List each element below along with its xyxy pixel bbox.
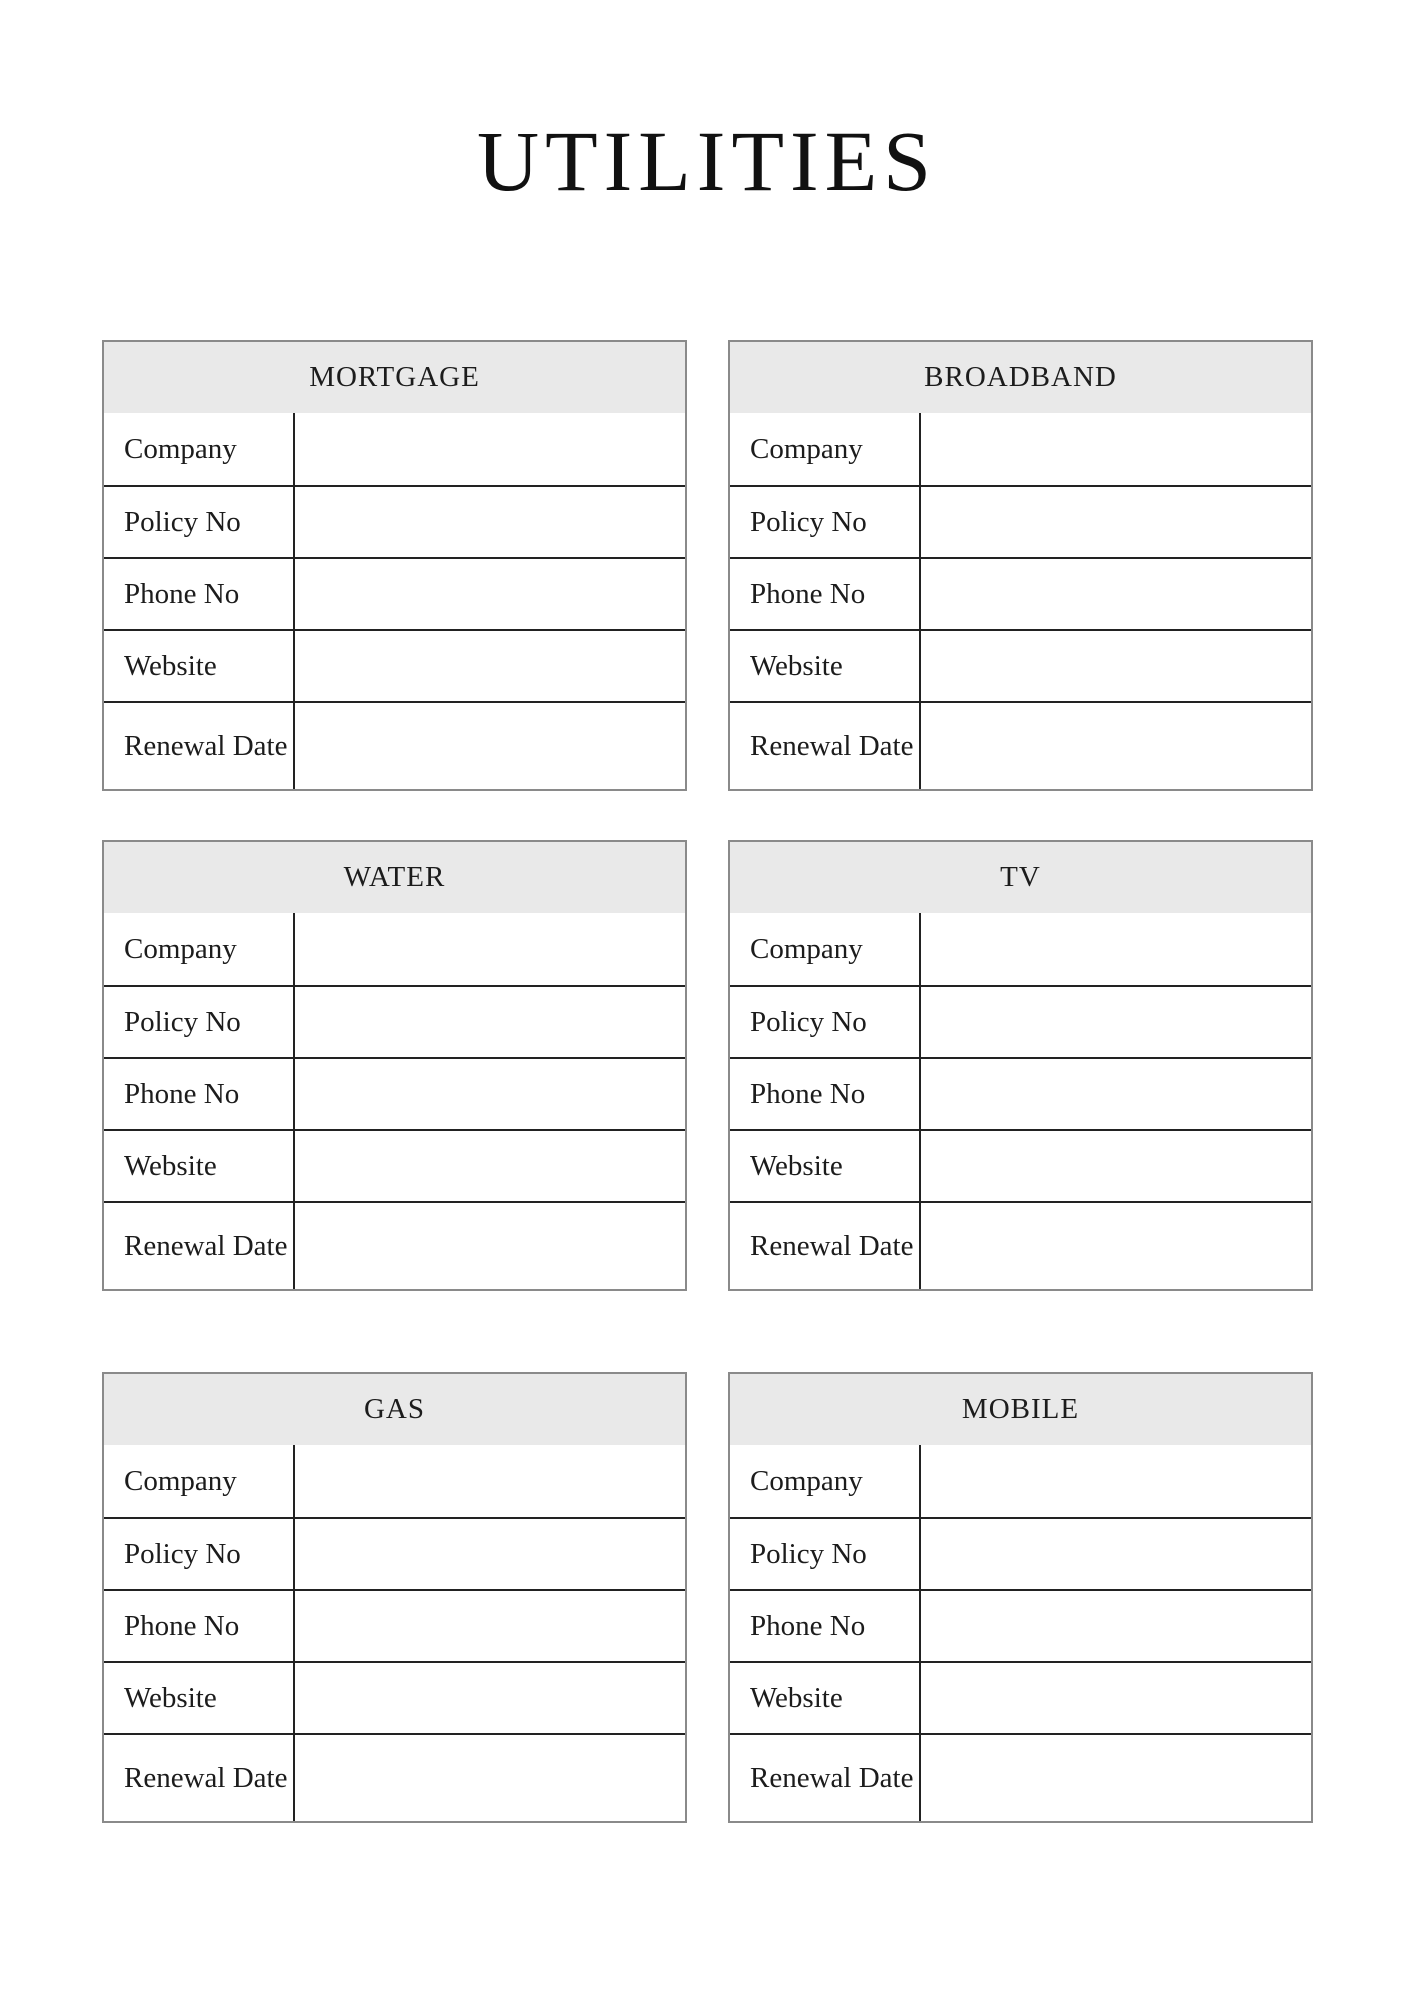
row-label: Website — [730, 1663, 921, 1733]
row-value-field[interactable] — [295, 1131, 685, 1201]
table-row — [104, 1661, 685, 1733]
table-row — [104, 1201, 685, 1289]
row-value-field[interactable] — [921, 413, 1311, 485]
table-row — [104, 1129, 685, 1201]
table-row — [104, 1589, 685, 1661]
row-value-field[interactable] — [921, 987, 1311, 1057]
row-label: Company — [730, 1445, 921, 1517]
row-value-field[interactable] — [295, 1519, 685, 1589]
row-label: Company — [730, 913, 921, 985]
row-value-field[interactable] — [921, 631, 1311, 701]
row-value-field[interactable] — [295, 631, 685, 701]
table-row — [730, 1129, 1311, 1201]
row-label: Company — [730, 413, 921, 485]
row-label: Phone No — [104, 559, 295, 629]
row-label: Company — [104, 1445, 295, 1517]
table-row — [730, 1445, 1311, 1517]
row-value-field[interactable] — [921, 1519, 1311, 1589]
table-row — [104, 1733, 685, 1821]
table-row — [730, 629, 1311, 701]
table-title: GAS — [104, 1374, 685, 1445]
table-tv — [728, 840, 1313, 1291]
row-value-field[interactable] — [921, 1059, 1311, 1129]
row-label: Phone No — [730, 1591, 921, 1661]
row-label: Renewal Date — [104, 1735, 295, 1821]
row-label: Policy No — [104, 1519, 295, 1589]
row-value-field[interactable] — [295, 703, 685, 789]
row-label: Company — [104, 413, 295, 485]
table-gas — [102, 1372, 687, 1823]
table-row — [730, 485, 1311, 557]
table-title: WATER — [104, 842, 685, 913]
row-label: Website — [104, 631, 295, 701]
row-label: Phone No — [730, 1059, 921, 1129]
row-label: Website — [730, 1131, 921, 1201]
table-row — [104, 413, 685, 485]
row-label: Renewal Date — [730, 1203, 921, 1289]
row-value-field[interactable] — [295, 559, 685, 629]
row-value-field[interactable] — [295, 1445, 685, 1517]
row-value-field[interactable] — [921, 1591, 1311, 1661]
row-value-field[interactable] — [295, 987, 685, 1057]
row-value-field[interactable] — [295, 1059, 685, 1129]
row-value-field[interactable] — [295, 1203, 685, 1289]
row-value-field[interactable] — [921, 559, 1311, 629]
row-label: Phone No — [104, 1591, 295, 1661]
table-mobile — [728, 1372, 1313, 1823]
row-label: Renewal Date — [104, 703, 295, 789]
table-water — [102, 840, 687, 1291]
table-mortgage — [102, 340, 687, 791]
table-row — [730, 1661, 1311, 1733]
table-row — [730, 701, 1311, 789]
table-title: MOBILE — [730, 1374, 1311, 1445]
row-label: Policy No — [104, 487, 295, 557]
row-label: Policy No — [730, 487, 921, 557]
row-label: Website — [730, 631, 921, 701]
row-label: Renewal Date — [730, 703, 921, 789]
table-title: MORTGAGE — [104, 342, 685, 413]
page-title: UTILITIES — [477, 113, 937, 209]
row-label: Phone No — [104, 1059, 295, 1129]
row-label: Policy No — [730, 1519, 921, 1589]
row-label: Phone No — [730, 559, 921, 629]
row-label: Renewal Date — [730, 1735, 921, 1821]
table-row — [104, 1517, 685, 1589]
row-value-field[interactable] — [295, 487, 685, 557]
row-value-field[interactable] — [921, 1445, 1311, 1517]
table-row — [730, 1589, 1311, 1661]
table-row — [104, 1445, 685, 1517]
row-label: Policy No — [104, 987, 295, 1057]
table-row — [730, 1733, 1311, 1821]
table-row — [730, 1057, 1311, 1129]
row-value-field[interactable] — [295, 913, 685, 985]
table-title: BROADBAND — [730, 342, 1311, 413]
table-row — [104, 1057, 685, 1129]
row-value-field[interactable] — [295, 1735, 685, 1821]
row-value-field[interactable] — [921, 703, 1311, 789]
table-broadband — [728, 340, 1313, 791]
table-row — [730, 1201, 1311, 1289]
table-title: TV — [730, 842, 1311, 913]
row-value-field[interactable] — [921, 1131, 1311, 1201]
table-row — [730, 913, 1311, 985]
table-row — [104, 701, 685, 789]
row-label: Website — [104, 1663, 295, 1733]
table-row — [730, 985, 1311, 1057]
row-value-field[interactable] — [295, 413, 685, 485]
row-label: Renewal Date — [104, 1203, 295, 1289]
table-row — [104, 557, 685, 629]
row-value-field[interactable] — [921, 913, 1311, 985]
table-row — [104, 913, 685, 985]
table-row — [104, 985, 685, 1057]
row-value-field[interactable] — [921, 1663, 1311, 1733]
row-value-field[interactable] — [295, 1591, 685, 1661]
row-value-field[interactable] — [921, 1735, 1311, 1821]
table-row — [730, 413, 1311, 485]
row-value-field[interactable] — [921, 1203, 1311, 1289]
table-row — [104, 629, 685, 701]
table-row — [730, 1517, 1311, 1589]
table-row — [730, 557, 1311, 629]
row-value-field[interactable] — [921, 487, 1311, 557]
table-row — [104, 485, 685, 557]
row-label: Policy No — [730, 987, 921, 1057]
row-label: Website — [104, 1131, 295, 1201]
row-label: Company — [104, 913, 295, 985]
row-value-field[interactable] — [295, 1663, 685, 1733]
